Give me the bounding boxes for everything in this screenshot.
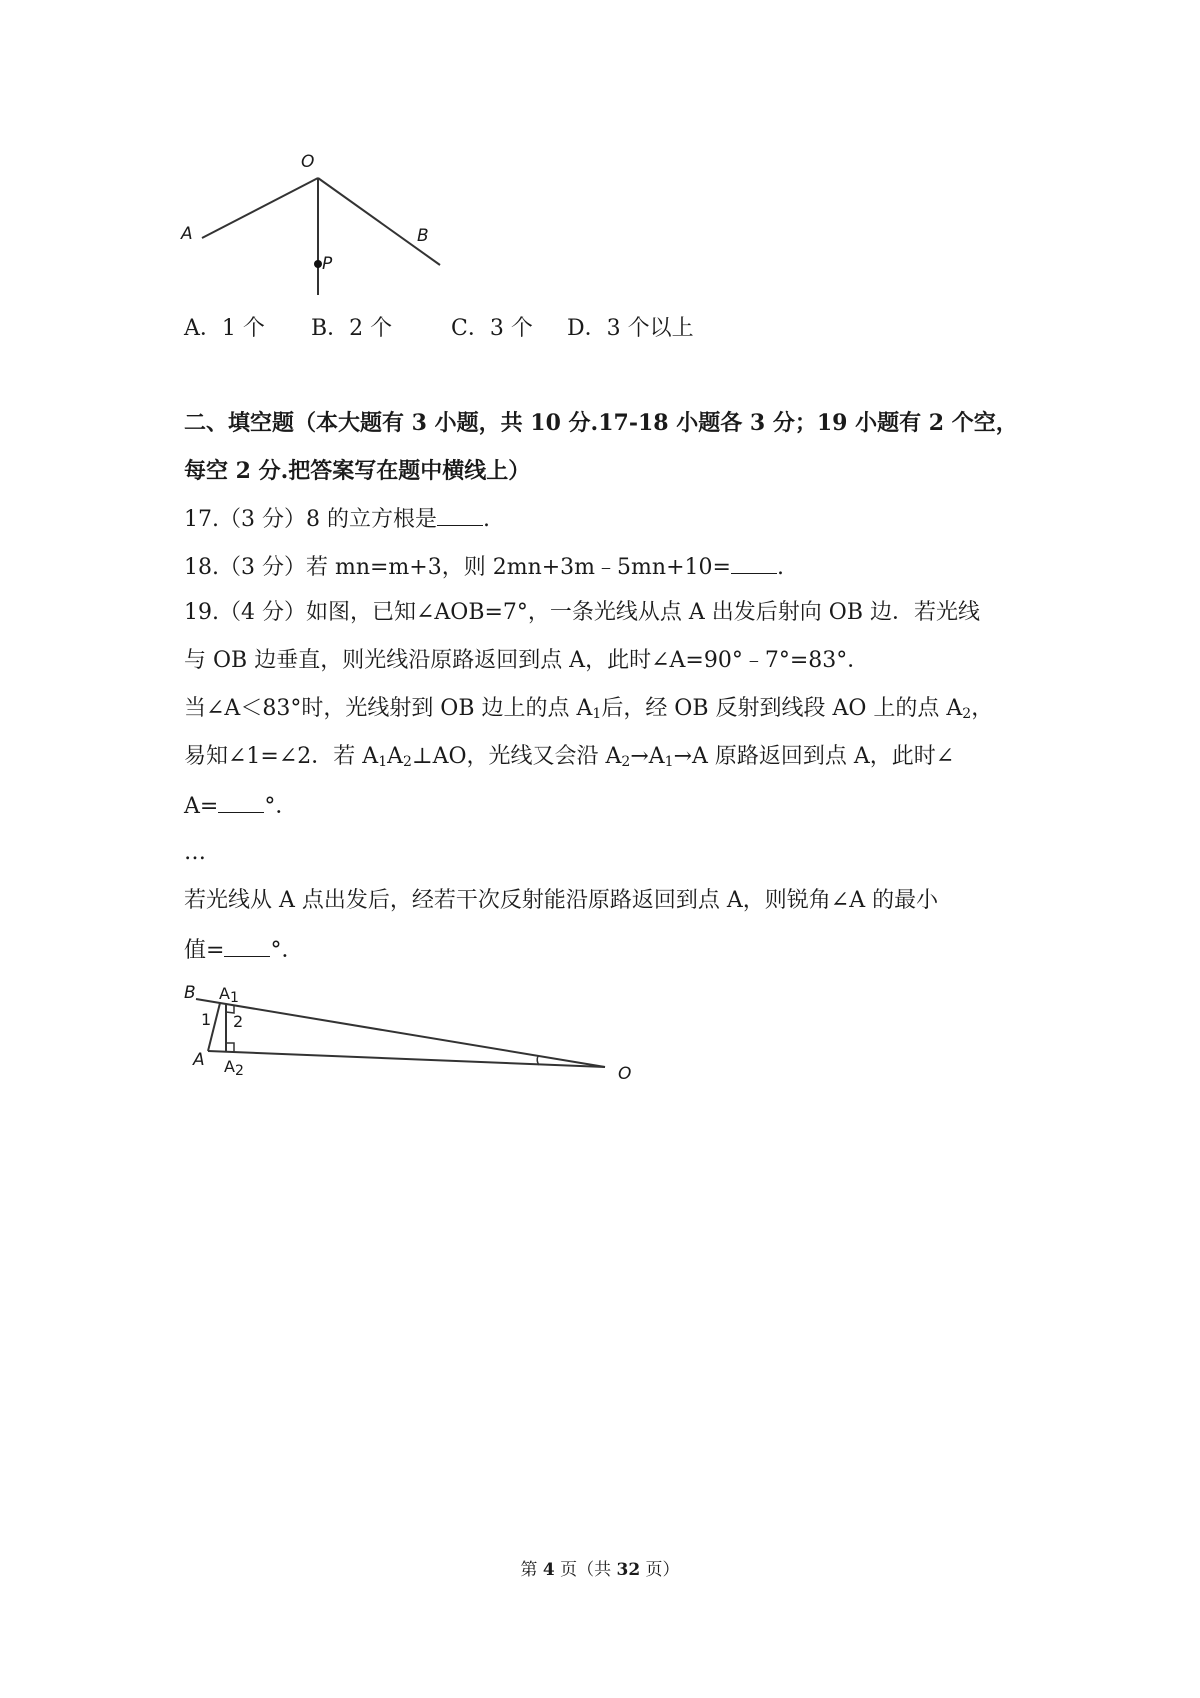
ray-oa	[202, 178, 318, 238]
question-19-line2: 与 OB 边垂直，则光线沿原路返回到点 A，此时∠A=90°﹣7°=83°．	[184, 648, 870, 673]
option-a: A．1 个	[184, 316, 265, 341]
q19-line4-e: →A 原路返回到点 A，此时∠	[673, 744, 955, 769]
question-18-end: .	[776, 555, 784, 580]
footer-text-a: 第	[520, 1560, 543, 1580]
q19-line4-b: A	[387, 744, 403, 769]
question-19-line5	[184, 790, 297, 822]
label-o: O	[301, 152, 315, 172]
q19-line7-b: °．	[270, 938, 304, 963]
answer-blank-18	[731, 551, 777, 574]
label-angle-1: 1	[201, 1010, 212, 1029]
footer-text-b: 页（共	[554, 1560, 617, 1580]
q19-line3-b: 后，经 OB 反射到线段 AO 上的点 A	[601, 696, 963, 721]
angle-arc-o	[537, 1056, 539, 1065]
q19-sub-2: 2	[621, 754, 631, 770]
q19-sub-1: 1	[664, 754, 674, 770]
q19-sub-1: 1	[378, 754, 388, 770]
section-heading-line2: 每空 2 分.把答案写在题中横线上）	[184, 458, 531, 484]
q19-line4-c: ⊥AO，光线又会沿 A	[411, 744, 622, 769]
label-a1-fig2	[219, 984, 239, 1006]
question-17-end: .	[482, 507, 490, 532]
answer-blank-17	[437, 503, 483, 526]
section-heading-line1: 二、填空题（本大题有 3 小题，共 10 分.17-18 小题各 3 分；19 小题有 2 个空，	[184, 410, 1018, 436]
ray-oa-fig2	[208, 1051, 605, 1067]
question-19-line6: 若光线从 A 点出发后，经若干次反射能沿原路返回到点 A，则锐角∠A 的最小	[184, 888, 939, 913]
label-a1-letter: A	[219, 984, 230, 1003]
label-a1-sub: 1	[229, 990, 239, 1006]
question-19-line1: 19.（4 分）如图，已知∠AOB=7°，一条光线从点 A 出发后射向 OB 边．若光线	[184, 600, 980, 625]
q19-sub-2: 2	[962, 706, 972, 722]
label-a-fig2: A	[193, 1050, 205, 1070]
q19-line3-a: 当∠A＜83°时，光线射到 OB 边上的点 A	[184, 696, 593, 721]
label-p: P	[322, 254, 333, 274]
footer-total-pages: 32	[616, 1560, 641, 1580]
footer-page-number: 4	[542, 1560, 555, 1580]
page-footer	[0, 1555, 1200, 1580]
ray-ob	[318, 178, 440, 265]
q19-line5-a: A=	[184, 794, 219, 819]
point-p	[314, 260, 322, 268]
option-c: C．3 个	[451, 316, 533, 341]
question-19-line4	[184, 742, 954, 772]
q19-sub-2: 2	[403, 754, 412, 770]
q19-line3-c: ，	[971, 696, 994, 721]
figure-light-reflection	[180, 985, 640, 1085]
figure-angle-aob	[170, 150, 450, 300]
label-angle-2: 2	[233, 1012, 244, 1031]
footer-text-c: 页）	[640, 1560, 680, 1580]
question-17	[184, 503, 490, 535]
question-18-text: 18.（3 分）若 mn=m+3，则 2mn+3m﹣5mn+10=	[184, 555, 731, 580]
question-17-text: 17.（3 分）8 的立方根是	[184, 507, 437, 532]
question-19-line3	[184, 694, 993, 724]
q19-line7-a: 值=	[184, 938, 225, 963]
q19-line4-a: 易知∠1=∠2．若 A	[184, 744, 379, 769]
label-a2-fig2	[224, 1057, 244, 1079]
ray-ob-fig2	[196, 999, 605, 1067]
option-d: D．3 个以上	[567, 316, 694, 341]
q19-sub-1: 1	[592, 706, 602, 722]
label-o-fig2: O	[618, 1064, 632, 1084]
question-19-ellipsis: …	[184, 840, 206, 865]
question-18	[184, 551, 784, 583]
label-a: A	[181, 224, 193, 244]
label-b: B	[417, 226, 429, 246]
right-angle-mark-a2	[226, 1043, 234, 1052]
label-b-fig2: B	[184, 983, 196, 1003]
answer-blank-19a	[218, 790, 264, 813]
question-19-line7	[184, 934, 303, 966]
option-b: B．2 个	[311, 316, 393, 341]
answer-blank-19b	[224, 934, 270, 957]
q19-line4-d: →A	[630, 744, 665, 769]
label-a2-letter: A	[224, 1057, 235, 1076]
q19-line5-b: °．	[264, 794, 298, 819]
label-a2-sub: 2	[234, 1063, 244, 1079]
